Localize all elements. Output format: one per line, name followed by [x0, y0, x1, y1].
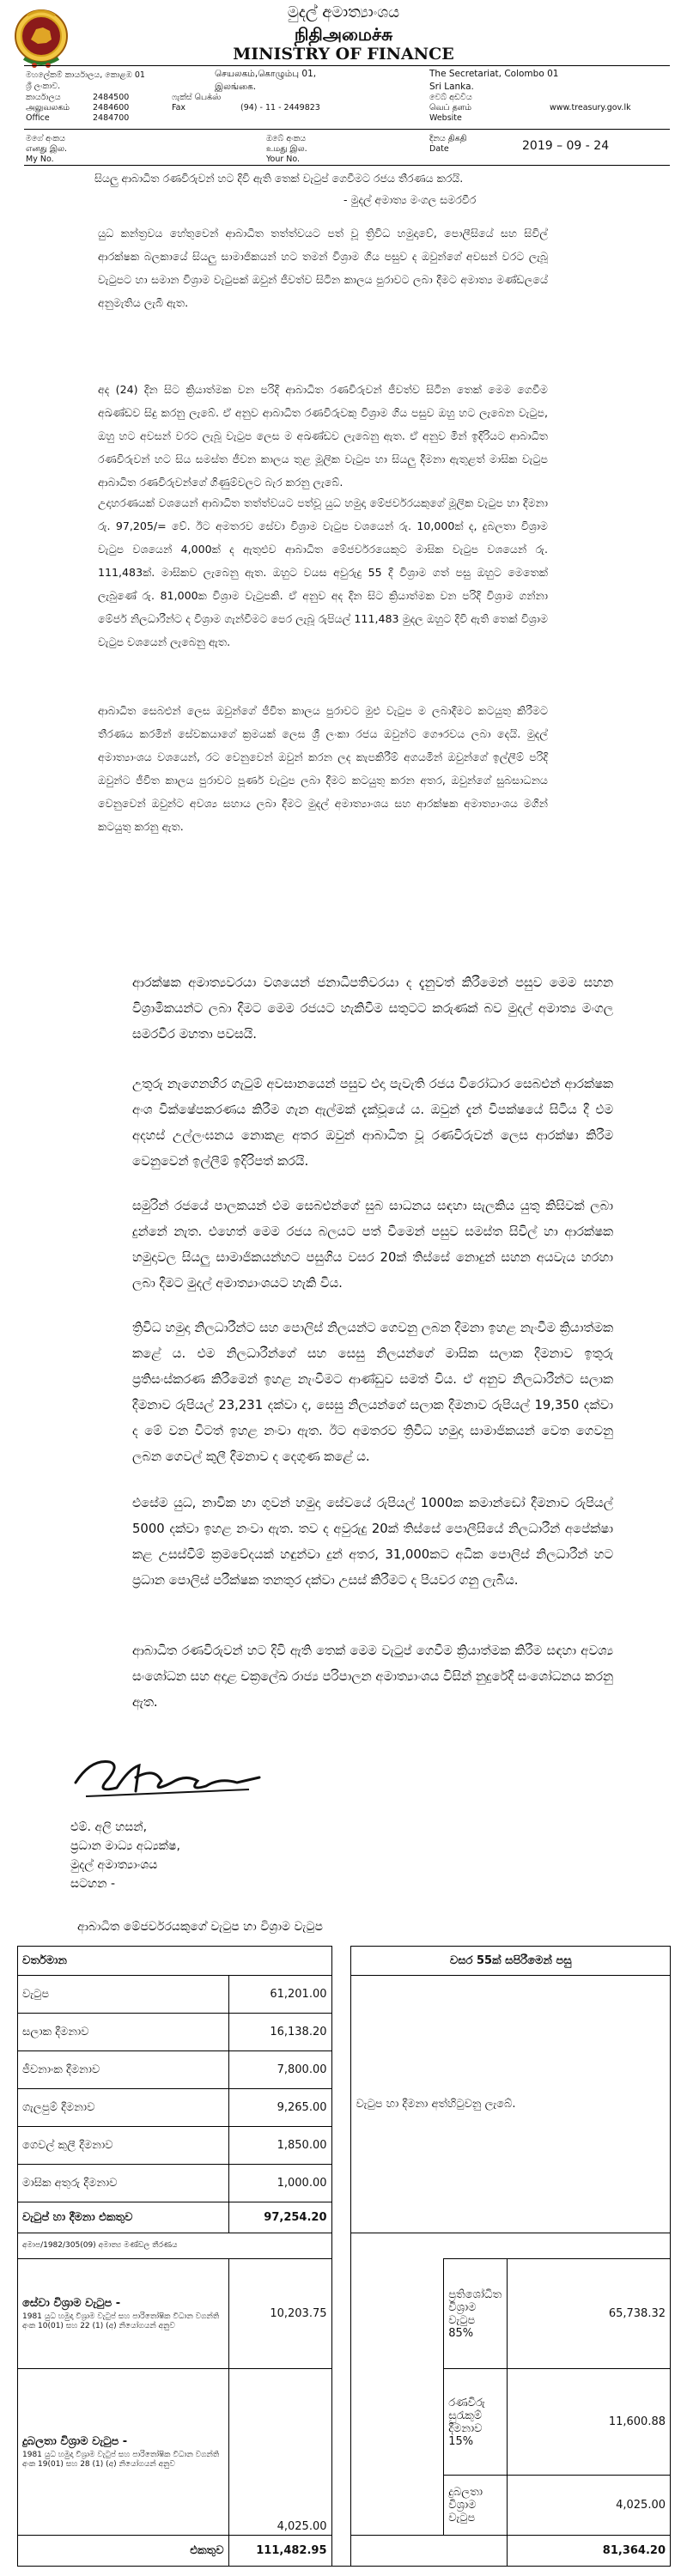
office-number-1: 2484500	[93, 93, 130, 102]
letterhead-divider-bottom	[24, 165, 670, 166]
office-label: කාර්යාලය அலுவலகம் Office	[26, 93, 70, 123]
your-number-label: ඔබේ අංකය உமது இல. Your No.	[266, 134, 307, 164]
table-head-after55: වසර 55ක් සපිරීමෙන් පසු	[351, 1947, 671, 1976]
body2-paragraph-2: උතුරු නැගෙනහිර ගැටුම් අවසානයෙන් පසුව එදා පැවැති රජය විරෝධාර සෙබළුන් ආරක්ෂක අංශ වික්ෂේපකරණය කිරීම ගැන ඇල්මක් දැක්වූයේ ය. ඔවුන් දැන් විපක්ෂයේ සිටිය දී එම අදහස් උල්ලංඝනය නොකළ අතර ඔවුන් ආබාධිත වූ රණවිරුවන් ලෙස ආරක්ෂා කිරීම වෙනුවෙන් ඉල්ලීම් ඉදිරිපත් කරයි.	[132, 1077, 613, 1169]
row-value-salary: 61,201.00	[228, 1976, 331, 2014]
table-row	[18, 2369, 671, 2476]
row-label-monthly-interim: මාසික අතුරු දීමනාව	[18, 2165, 229, 2202]
cabinet-decision-note: අමාප/1982/305(09) අමාත්‍ය මණ්ඩල තීරණය	[18, 2233, 332, 2259]
row-value-adjustment: 9,265.00	[228, 2089, 331, 2127]
body1-paragraph-2: අද (24) දින සිට ක්‍රියාත්මක වන පරිදි ආබාධිත රණවිරුවන් ජීවත්ව සිටින තෙක් මෙම ගෙවීම අඛණ්ඩව සිදු කරනු ලැබේ. ඒ අනුව ආබාධිත රණවිරුවකු විශ්‍රාම ගිය පසුව ඔහු හට ලැබෙන වැටුප, ඔහු හට අවසන් වරට ලැබූ වැටුප ලෙස ම අඛණ්ඩව ලැබෙනු ඇත. ඒ අනුව මින් ඉදිරියට ආබාධිත රණවිරුවන් හට සිය සමස්ත ජීවන කාලය තුළ මූලික වැටුප හා සියලු දීමනා ඇතුළත් මාසික වැටුප ආබාධිත රණවිරුවන්ගේ ගිණුම්වලට බැර කරනු ලැබේ.	[98, 383, 548, 489]
row-value-cost-of-living: 7,800.00	[228, 2051, 331, 2089]
table-title: ආබාධිත මේජර්වරයකුගේ වැටුප හා විශ්‍රාම වැටුප	[77, 1920, 323, 1934]
body2-paragraph-3: සමුරින් රජයේ පාලකයන් එම සෙබළුන්ගේ සුබ සාධනය සඳහා සැලකිය යුතු කිසිවක් ලබා දුන්නේ නැත. එහෙත් මෙම රජය බලයට පත් වීමෙන් පසුව සමස්ත සිවිල් හා ආරක්ෂක හමුදාවල සියලු සාමාජිකයන්හට පසුගිය වසර 20ක් තිස්සේ නොදුන් සහන අයවැය හරහා ලබා දීමට මුදල් අමාත්‍යාංශයට හැකි විය.	[132, 1199, 613, 1291]
body1-paragraph-1: යුධ කන්ත්‍රවය හේතුවෙන් ආබාධිත තත්ත්වයට පත් වූ ත්‍රිවිධ හමුදාවේ, පොලීසියේ සහ සිවිල් ආරක්ෂක බලකායේ සියලු සාමාජිකයන් හට තමන් විශ්‍රාම ගිය පසුව ද ඔවුන්ගේ අවසන් වරට ලැබූ වැටුපට හා සමාන විශ්‍රාම වැටුපක් ඔවුන් ජීවත්ව සිටින කාලය පුරාවට ලබා දීමට අමාත්‍ය මණ්ඩලයේ අනුමැතිය ලැබී ඇත.	[98, 227, 548, 309]
total-label: එකතුව	[18, 2536, 229, 2567]
service-pension-title: සේවා විශ්‍රාම වැටුප -	[22, 2296, 121, 2310]
country-sinhala: ශ්‍රී ලංකාව.	[26, 82, 61, 91]
address-english: The Secretariat, Colombo 01	[429, 69, 559, 79]
body2-paragraph-4: ත්‍රිවිධ හමුදා නිලධාරීන්ට සහ පොලිස් නිලයන්ට ගෙවනු ලබන දීමනා ඉහළ නැංවීම ක්‍රියාත්මක කළේ ය. එම නිලධාරීන්ගේ සහ සෙසු නිලයන්ගේ මාසික සලාක දීමනාව ඉතුරු ප්‍රතිසංස්කරණ කිරීමෙන් ඉහළ නැංවීමට ආණ්ඩුව සමත් විය. ඒ අනුව නිලධාරීන්ට සලාක දීමනාව රුපියල් 23,231 දක්වා ද, සෙසු නිලයන්ගේ සලාක දීමනාව රුපියල් 19,350 දක්වා ද මේ වන විටත් ඉහළ නංවා ඇත. ඊට අමතරව ත්‍රිවිධ හමුදා සාමාජිකයන් වෙත ගෙවනු ලබන ගෙවල් කුලී දීමනාව ද දෙගුණ කළේ ය.	[132, 1321, 613, 1464]
ministry-name-english: MINISTRY OF FINANCE	[233, 45, 454, 64]
press-release-heading: සියලු ආබාධිත රණවිරුවන් හට දිවි ඇති තෙක් වැටුප් ගෙවීමට රජය තීරණය කරයි.	[94, 172, 464, 185]
row-value-ration: 16,138.20	[228, 2014, 331, 2051]
table-head-current: වර්තමාන	[18, 1947, 332, 1976]
disability-pension-value: 4,025.00	[228, 2369, 331, 2536]
letterhead-divider-mid	[24, 129, 670, 130]
subtotal-value: 97,254.20	[228, 2202, 331, 2233]
signoff-title: ප්‍රධාන මාධ්‍ය අධ්‍යක්ෂ,	[70, 1839, 180, 1853]
service-pension-note: 1981 යුධ හමුදා විශ්‍රාම වැටුප් සහ පාරිතෝෂික විධාන වගන්ති අංක 10(01) සහ 22 (1) (අ) නියෝගයන් අනුව	[22, 2312, 220, 2330]
right-disability-pension-label: දුබලතා විශ්‍රාම වැටුප	[444, 2476, 508, 2536]
table-row	[18, 2536, 671, 2567]
disability-pension-note: 1981 යුධ හමුදා විශ්‍රාම වැටුප් සහ පාරිතෝෂික විධාන වගන්ති අංක 19(01) සහ 28 (1) (අ) නියෝගයන් අනුව	[22, 2450, 220, 2469]
body1-paragraph-3: උදාහරණයක් වශයෙන් ආබාධිත තත්ත්වයට පත්වූ යුධ හමුදා මේජර්වරයකුගේ මූලික වැටුප හා දීමනා රු. 97,205/= වේ. ඊට අමතරව සේවා විශ්‍රාම වැටුප වශයෙන් රු. 10,000ක් ද, දුබලතා විශ්‍රාම වැටුප වශයෙන් 4,000ක් ද ඇතුළුව ආබාධිත මේජර්වරයෙකුට මාසික වැටුප වශයෙන් රු. 111,483ක්. මාසිකව ලැබෙනු ඇත. ඔහුට වයස අවුරුදු 55 දී විශ්‍රාම ගත් පසු ඔහුට මෙතෙක් ලැබුණේ රු. 81,000ක විශ්‍රාම වැටුපකි. ඒ අනුව අද දින සිට ක්‍රියාත්මක වන පරිදි විශ්‍රාම ගන්නා මේජර් නිලධාරීන්ට ද විශ්‍රාම ගැන්වීමට පෙර ලැබූ රුපියල් 111,483 මුදල ඔහුට දිවි ඇති තෙක් විශ්‍රාම වැටුප වශයෙන් ලැබෙනු ඇත.	[98, 496, 548, 648]
disability-pension-title: දුබලතා විශ්‍රාම වැටුප -	[22, 2434, 128, 2448]
row-label-cost-of-living: ජීවනාංක දීමනාව	[18, 2051, 229, 2089]
date-label: දිනය திகதி Date	[429, 134, 467, 154]
address-sinhala: මහලේකම් කාර්යාලය, කොළඹ 01	[26, 70, 145, 80]
letterhead-divider-top	[24, 65, 670, 66]
allowances-suspended-note: වැටුප හා දීමනා අත්හිටුවනු ලැබේ.	[351, 1976, 671, 2233]
signoff-note: සටහන -	[70, 1877, 116, 1891]
war-hero-allowance-label: රණවිරු සුරැකුම් දීමනාව 15%	[444, 2369, 508, 2476]
war-hero-allowance-value: 11,600.88	[508, 2369, 671, 2476]
date-value: 2019 – 09 - 24	[522, 139, 610, 153]
office-number-3: 2484700	[93, 113, 130, 123]
row-value-house-rent: 1,850.00	[228, 2127, 331, 2165]
country-tamil: இலங்கை.	[215, 82, 257, 92]
ministry-name-sinhala: මුදල් අමාත්‍යාංශය	[287, 3, 400, 21]
body1-paragraph-4: ආබාධිත සෙබළුන් ලෙස ඔවුන්ගේ ජීවිත කාලය පුරාවට මුළු වැටුප ම ලබාදීමට කටයුතු කිරීමට තීරණය කරමින් සේවකයාගේ ක්‍රමයක් ලෙස ශ්‍රී ලංකා රජය ඔවුන්ට ගෞරවය ලබා දෙයි. මුදල් අමාත්‍යාංශය වශයෙන්, රට වෙනුවෙන් ඔවුන් කරන ලද කැපකිරීම් අගයමින් ඔවුන්ගේ ඉල්ලීම් පරිදි ඔවුන්ට ජීවිත කාලය පුරාවට පූර්ණ වැටුප ලබා දීමට කටයුතු කරන අතර, ඔවුන්ගේ සුබසාධනය වෙනුවෙන් ඔවුන්ට අවශ්‍ය සහාය ලබා දීමට මුදල් අමාත්‍යාංශය සහ ආරක්ෂක අමාත්‍යාංශය මගින් කටයුතු කරනු ඇත.	[98, 704, 548, 833]
service-pension-value: 10,203.75	[228, 2259, 331, 2369]
body2-paragraph-1: ආරක්ෂක අමාත්‍යවරයා වශයෙන් ජනාධිපතිවරයා ද දැනුවත් කිරීමෙන් පසුව මෙම සහන විශ්‍රාමිකයන්ට ලබා දීමට මෙම රජයට හැකිවීම සතුටට කරුණක් බව මුදල් අමාත්‍ය මංගල සමරවීර මහතා පවසයි.	[132, 975, 613, 1042]
website-url[interactable]: www.treasury.gov.lk	[550, 103, 631, 112]
body2-paragraph-5: එසේම යුධ, නාවික හා ගුවන් හමුදා සේවයේ රුපියල් 1000ක කමාන්ඩෝ දීමනාව රුපියල් 5000 දක්වා ඉහළ නංවා ඇත. තව ද අවුරුදු 20ක් තිස්සේ පොලීසියේ නිලධාරීන් අපේක්ෂා කළ උසස්වීම් ක්‍රමවේදයක් හඳුන්වා දුන් අතර, 31,000කට අධික පොලිස් නිලධාරීන් හට ප්‍රධාන පොලිස් පරීක්ෂක තනතුර දක්වා උසස් කිරීමට ද පියවර ගනු ලැබීය.	[132, 1496, 613, 1588]
row-label-house-rent: ගෙවල් කුලී දීමනාව	[18, 2127, 229, 2165]
body2-paragraph-6: ආබාධිත රණවිරුවන් හට දිවි ඇති තෙක් මෙම වැටුප් ගෙවීම ක්‍රියාත්මක කිරීම සඳහා අවශ්‍ය සංශෝධන සහ අදාළ චක්‍රලේඛ රාජ්‍ය පරිපාලන අමාත්‍යාංශය විසින් නුදුරේදී සංශෝධනය කරනු ඇත.	[132, 1643, 613, 1710]
right-disability-pension-value: 4,025.00	[508, 2476, 671, 2536]
total-after55-value: 81,364.20	[508, 2536, 671, 2567]
table-row	[18, 2259, 671, 2369]
revised-pension-label: ප්‍රතිශෝධිත විශ්‍රාම වැටුප 85%	[444, 2259, 508, 2369]
website-label: වෙබ් අඩවිය வெப் தளம் Website	[429, 93, 472, 123]
row-label-ration: සලාක දීමනාව	[18, 2014, 229, 2051]
fax-label: ෆැක්ස් பெக்ஸ் Fax	[172, 93, 222, 112]
signoff-ministry: මුදල් අමාත්‍යාංශය	[70, 1858, 158, 1872]
handwritten-signature	[69, 1743, 266, 1812]
salary-pension-table	[17, 1946, 671, 2567]
revised-pension-value: 65,738.32	[508, 2259, 671, 2369]
row-label-salary: වැටුප	[18, 1976, 229, 2014]
total-current-value: 111,482.95	[228, 2536, 331, 2567]
row-label-adjustment: ගැලපුම් දීමනාව	[18, 2089, 229, 2127]
subtotal-label: වැටුප් හා දීමනා එකතුව	[18, 2202, 229, 2233]
office-number-2: 2484600	[93, 103, 130, 112]
ministry-name-tamil: நிதிஅமைச்சு	[294, 24, 393, 45]
table-row	[18, 1976, 671, 2014]
byline-minister: - මුදල් අමාත්‍ය මංගල සමරවීර	[344, 193, 477, 206]
table-row	[18, 2233, 671, 2259]
signoff-name: එම්. අලි හසන්,	[70, 1820, 148, 1834]
my-number-label: මගේ අංකය எனது இல. My No.	[26, 134, 68, 164]
address-tamil: செயலகம்,கொழும்பு 01,	[215, 69, 317, 79]
country-english: Sri Lanka.	[429, 82, 474, 92]
fax-number: (94) - 11 - 2449823	[240, 103, 320, 112]
row-value-monthly-interim: 1,000.00	[228, 2165, 331, 2202]
